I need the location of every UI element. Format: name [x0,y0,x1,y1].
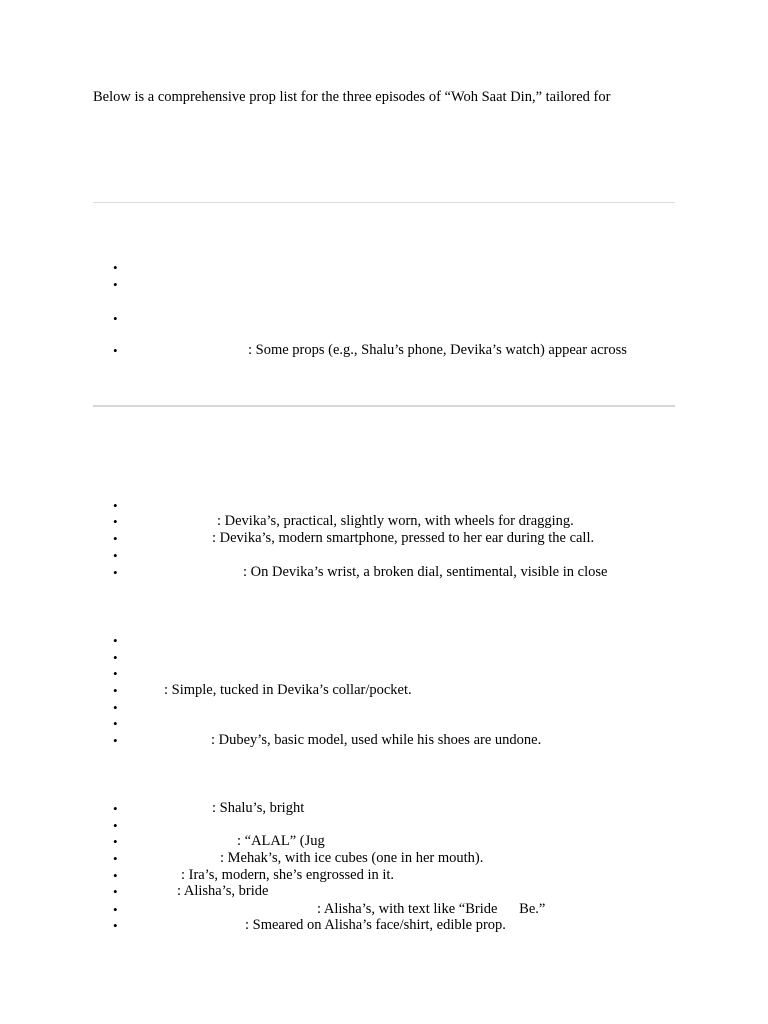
list-item [0,632,680,649]
bullet-icon: • [113,834,118,849]
bullet-icon: • [113,700,118,715]
list-item [0,259,680,276]
bullet-icon: • [113,716,118,731]
bullet-icon: • [113,548,118,563]
list-item-text: : On Devika’s wrist, a broken dial, sentimental, visible in close [243,564,608,580]
bullet-icon: • [113,650,118,665]
list-item-text: : Dubey’s, basic model, used while his shoes are undone. [211,732,542,748]
list-item [0,715,680,732]
bullet-icon: • [113,902,118,917]
list-item-text: : Mehak’s, with ice cubes (one in her mouth). [220,850,484,866]
list-item-text: : Ira’s, modern, she’s engrossed in it. [181,867,395,883]
list-item [0,817,680,834]
bullet-icon: • [113,311,118,326]
bullet-icon: • [113,884,118,899]
bullet-icon: • [113,918,118,933]
list-item [0,917,680,934]
list-item [0,833,680,850]
list-item [0,699,680,716]
bullet-icon: • [113,343,118,358]
list-item [0,342,680,359]
bullet-icon: • [113,818,118,833]
bullet-icon: • [113,683,118,698]
bullet-icon: • [113,514,118,529]
list-item [0,883,680,900]
bullet-icon: • [113,565,118,580]
list-item [0,564,680,581]
list-item-text: : Smeared on Alisha’s face/shirt, edible prop. [245,917,506,933]
list-item-text: : Alisha’s, bride [177,883,269,899]
bullet-icon: • [113,733,118,748]
list-item [0,497,680,514]
list-item-text: : Alisha’s, with text like “Bride Be.” [317,901,546,917]
list-item-text: : “ALAL” (Jug [237,833,325,849]
horizontal-rule [93,202,675,203]
horizontal-rule [93,405,675,407]
bullet-icon: • [113,498,118,513]
list-item-text: : Simple, tucked in Devika’s collar/pocket. [164,682,412,698]
bullet-icon: • [113,277,118,292]
list-item-text: : Devika’s, practical, slightly worn, with wheels for dragging. [217,513,574,529]
list-item [0,547,680,564]
bullet-icon: • [113,633,118,648]
list-item [0,513,680,530]
list-item-text: : Shalu’s, bright [212,800,305,816]
list-item-text: : Some props (e.g., Shalu’s phone, Devika’s watch) appear across [248,342,627,358]
list-item [0,276,680,293]
list-item [0,530,680,547]
list-item [0,649,680,666]
list-item [0,310,680,327]
list-item [0,850,680,867]
list-item [0,682,680,699]
bullet-icon: • [113,801,118,816]
list-item [0,665,680,682]
bullet-icon: • [113,868,118,883]
list-item [0,867,680,884]
bullet-icon: • [113,260,118,275]
bullet-icon: • [113,666,118,681]
list-item [0,901,680,918]
list-item [0,732,680,749]
bullet-icon: • [113,531,118,546]
list-item [0,800,680,817]
intro-paragraph: Below is a comprehensive prop list for the three episodes of “Woh Saat Din,” tailored for [93,89,611,105]
list-item-text: : Devika’s, modern smartphone, pressed to her ear during the call. [212,530,595,546]
bullet-icon: • [113,851,118,866]
